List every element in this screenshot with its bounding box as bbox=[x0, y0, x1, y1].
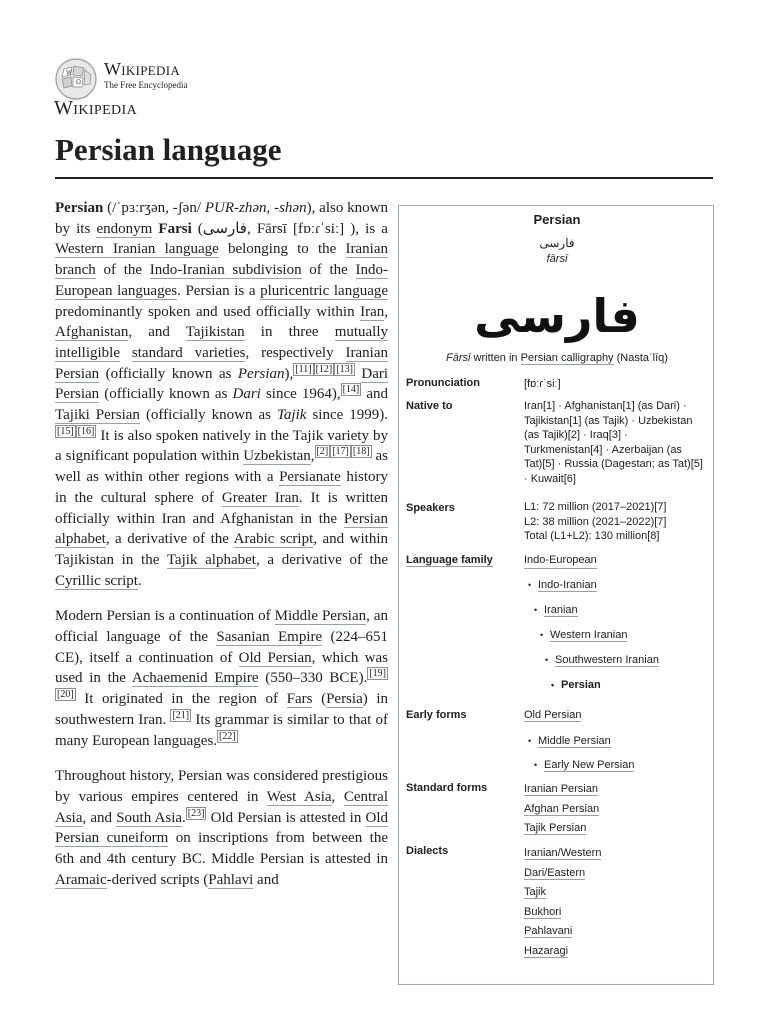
family-southwestern-iranian[interactable]: • Southwestern Iranian bbox=[545, 654, 659, 666]
language-family-label[interactable]: Language family bbox=[406, 554, 493, 566]
link-old-persian[interactable]: Old Persian bbox=[238, 649, 312, 666]
dialects-label: Dialects bbox=[406, 845, 449, 857]
infobox-native-name: فارسی bbox=[539, 236, 575, 250]
ref-23[interactable]: [23] bbox=[187, 807, 205, 819]
calligraphy-glyph: فارسی bbox=[474, 289, 640, 343]
link-persianate[interactable]: Persianate bbox=[279, 469, 341, 486]
link-south-asia[interactable]: South Asia bbox=[116, 809, 183, 826]
paragraph-3: Throughout history, Persian was considered prestigious by various empires centered in West Asia, Central Asia, and South Asia. [23] Old Persian is attested in Old Persian cuneiform on inscriptions from between the 6th and 4th century BC. Middle Persian is attested in Aramaic-derived scripts (Pahlavi and bbox=[55, 768, 389, 888]
link-old-persian-cuneiform[interactable]: Old Persian cuneiform bbox=[55, 809, 389, 847]
site-name[interactable]: Wikipedia bbox=[104, 59, 181, 79]
pronunciation-label: Pronunciation bbox=[406, 377, 480, 389]
dialect-dari-eastern[interactable]: Dari/Eastern bbox=[524, 866, 586, 879]
link-indo-european[interactable]: Indo-European languages bbox=[55, 262, 389, 299]
dialects-list bbox=[524, 846, 714, 958]
paragraph-2: Modern Persian is a continuation of Middle Persian, an official language of the Sasanian Empire (224–651 CE), itself a continuation of Old Persian, which was used in the Achaemenid Empire (550–330 BCE). [19][20] It originated in the region of Fars (Persia) in southwestern Iran. [21] Its grammar is similar to that of many European languages. [22] bbox=[55, 608, 389, 749]
link-pahlavi[interactable]: Pahlavi bbox=[208, 871, 254, 888]
ref-group-d[interactable]: [2] [17] [18] bbox=[316, 446, 370, 458]
standard-forms-label: Standard forms bbox=[406, 782, 488, 794]
pronunciation-respelling[interactable]: PUR-zhən, -shən bbox=[204, 200, 307, 216]
link-western-iranian[interactable]: Western Iranian language bbox=[55, 241, 219, 258]
site-wordmark[interactable]: Wikipedia bbox=[54, 97, 138, 119]
family-indo-iranian[interactable]: • Indo-Iranian bbox=[528, 579, 597, 591]
ref-21[interactable]: [21] bbox=[172, 709, 190, 721]
image-caption: Fārsī written in Persian calligraphy (Nastaʿlīq) bbox=[446, 352, 668, 364]
native-to-label: Native to bbox=[406, 400, 453, 412]
link-mutually-intelligible[interactable]: mutually intelligible bbox=[55, 324, 389, 361]
title-divider bbox=[55, 177, 713, 179]
farsi-term: Farsi bbox=[158, 220, 192, 237]
article-body bbox=[55, 198, 388, 906]
paragraph-1: Persian (/ˈpɜːrʒən, -ʃən/ PUR-zhən, -shən), also known by its endonym Farsi (فارسی, Fārsī [fɒːɾˈsiː] ), is a Western Iranian language belonging to the Iranian branch of the Indo-Iranian subdivision of the Indo-European languages. Persian is a pluricentric language predominantly spoken and used officially within Iran, Afghanistan, and Tajikistan in three mutually intelligible standard varieties, respectively Iranian Persian (officially known as Persian), [11] [12] [13] Dari Persian (officially known as Dari since 1964), [14] and Tajiki Persian (officially known as Tajik since 1999).[15] [16] It is also spoken natively in the Tajik variety by a significant population within Uzbekistan, [2] [17] [18] as well as within other regions with a Persianate history in the cultural sphere of Greater Iran. It is written officially within Iran and Afghanistan in the Persian alphabet, a derivative of the Arabic script, and within Tajikistan in the Tajik alphabet, a derivative of the Cyrillic script. bbox=[55, 200, 389, 589]
link-persian-calligraphy[interactable]: Persian calligraphy bbox=[520, 352, 614, 364]
lead-term: Persian bbox=[55, 200, 104, 216]
link-arabic-script[interactable]: Arabic script bbox=[233, 531, 314, 548]
family-iranian[interactable]: • Iranian bbox=[534, 604, 578, 616]
ref-group-c[interactable]: [15] [16] bbox=[57, 425, 95, 437]
standard-forms-list bbox=[524, 782, 714, 836]
link-pluricentric[interactable]: pluricentric language bbox=[260, 282, 389, 299]
early-form-middle-persian[interactable]: • Middle Persian bbox=[528, 735, 611, 747]
ref-22[interactable]: [22] bbox=[219, 730, 236, 742]
standard-form-tajik[interactable]: Tajik Persian bbox=[524, 822, 587, 834]
speakers-label: Speakers bbox=[406, 502, 455, 514]
link-persia[interactable]: Persia bbox=[326, 691, 363, 708]
link-aramaic[interactable]: Aramaic bbox=[55, 871, 107, 888]
dialect-iranian-western[interactable]: Iranian/Western bbox=[524, 847, 602, 859]
native-to-value[interactable]: Iran[1] · Afghanistan[1] (as Dari) · Tajikistan[1] (as Tajik) · Uzbekistan (as Tajik)[2] · Iraq[3] · Turkmenistan[4] · Azerbaijan (as Tat)[5] · Russia (Dagestan; as Tat)[5] · Kuwait[6] bbox=[524, 400, 703, 485]
family-indo-european[interactable]: Indo-European bbox=[524, 553, 597, 569]
link-greater-iran[interactable]: Greater Iran bbox=[221, 489, 299, 506]
link-tajikistan[interactable]: Tajikistan bbox=[185, 324, 245, 341]
wikipedia-globe-icon[interactable] bbox=[54, 57, 98, 101]
family-western-iranian[interactable]: • Western Iranian bbox=[540, 629, 627, 641]
ref-group-e[interactable]: [19][20] bbox=[57, 668, 386, 701]
link-iran[interactable]: Iran bbox=[360, 303, 385, 320]
pronunciation-ipa[interactable]: (/ˈpɜːrʒən, -ʃən/ bbox=[107, 200, 202, 216]
ref-group-a[interactable]: [11] [12] [13] bbox=[295, 363, 353, 375]
link-persian-alphabet[interactable]: Persian alphabet bbox=[55, 510, 389, 548]
early-form-old-persian[interactable]: Old Persian bbox=[524, 709, 582, 721]
link-tajiki-persian[interactable]: Tajiki Persian bbox=[55, 407, 140, 424]
link-indo-iranian[interactable]: Indo-Iranian subdivision bbox=[149, 262, 302, 279]
early-forms-label: Early forms bbox=[406, 709, 467, 721]
link-tajik-alphabet[interactable]: Tajik alphabet bbox=[166, 551, 256, 568]
svg-text:Ω: Ω bbox=[76, 79, 81, 86]
link-west-asia[interactable]: West Asia bbox=[266, 788, 332, 805]
link-fars[interactable]: Fars bbox=[286, 691, 313, 708]
link-central-asia[interactable]: Central Asia bbox=[55, 788, 389, 826]
link-endonym[interactable]: endonym bbox=[96, 220, 153, 237]
svg-text:W: W bbox=[66, 70, 73, 77]
early-form-early-new-persian[interactable]: • Early New Persian bbox=[534, 759, 634, 771]
family-persian: • Persian bbox=[551, 679, 601, 691]
link-cyrillic-script[interactable]: Cyrillic script bbox=[55, 572, 138, 589]
dialect-hazaragi[interactable]: Hazaragi bbox=[524, 944, 569, 957]
infobox-transliteration: fārsī bbox=[546, 253, 568, 265]
link-dari-persian[interactable]: Dari Persian bbox=[55, 365, 389, 403]
pronunciation-value[interactable]: [fɒːɾˈsiː] bbox=[524, 378, 561, 390]
site-header bbox=[54, 57, 354, 119]
standard-form-iranian[interactable]: Iranian Persian bbox=[524, 783, 598, 795]
dialect-bukhori[interactable]: Bukhori bbox=[524, 905, 562, 918]
ref-14[interactable]: [14] bbox=[342, 384, 360, 396]
link-standard-varieties[interactable]: standard varieties bbox=[131, 344, 246, 361]
link-iranian-branch[interactable]: Iranian branch bbox=[55, 241, 388, 279]
speakers-value: L1: 72 million (2017–2021)[7] L2: 38 million (2021–2022)[7] Total (L1+L2): 130 million[8] bbox=[524, 501, 667, 542]
dialect-tajik[interactable]: Tajik bbox=[524, 886, 547, 898]
page-title: Persian language bbox=[55, 132, 282, 167]
link-sasanian-empire[interactable]: Sasanian Empire bbox=[216, 629, 323, 646]
link-iranian-persian[interactable]: Iranian Persian bbox=[55, 344, 389, 382]
link-uzbekistan[interactable]: Uzbekistan bbox=[243, 448, 311, 465]
infobox-title: Persian bbox=[533, 212, 581, 227]
site-tagline: The Free Encyclopedia bbox=[104, 80, 188, 90]
dialect-pahlavani[interactable]: Pahlavani bbox=[524, 925, 573, 937]
link-middle-persian[interactable]: Middle Persian bbox=[274, 608, 367, 625]
link-afghanistan[interactable]: Afghanistan bbox=[55, 324, 129, 341]
infobox bbox=[398, 205, 714, 985]
standard-form-afghan[interactable]: Afghan Persian bbox=[524, 802, 600, 815]
persian-calligraphy-image[interactable] bbox=[474, 280, 640, 350]
brand bbox=[104, 59, 187, 91]
link-achaemenid-empire[interactable]: Achaemenid Empire bbox=[131, 670, 259, 687]
